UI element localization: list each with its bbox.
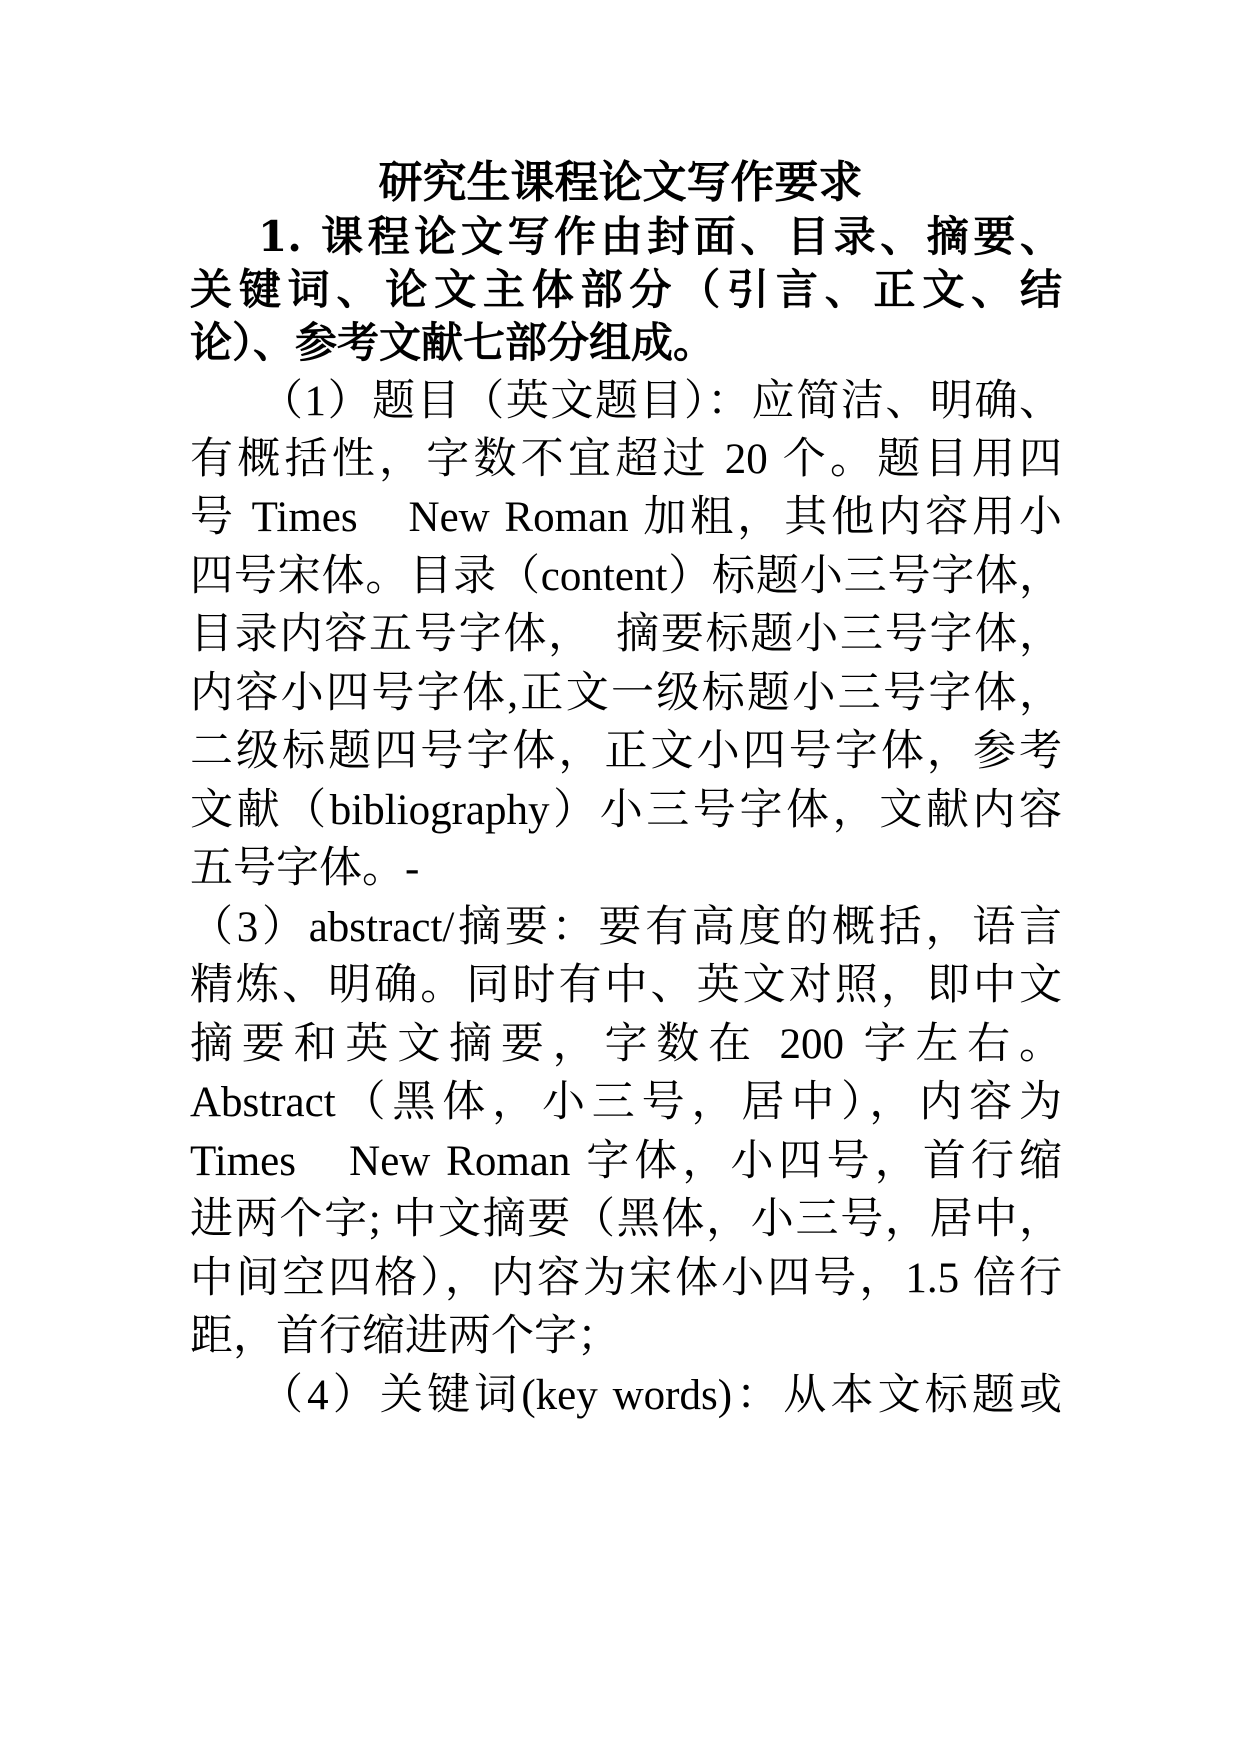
section-1-line-3: 论）、参考文献七部分组成。 [190,318,716,367]
item-1-line-2: 有概括性，字数不宜超过 20 个。题目用四 [190,436,1062,483]
item-3-line-5: Times New Roman 字体，小四号，首行缩 [190,1138,1062,1185]
item-3-line-7: 中间空四格），内容为宋体小四号，1.5 倍行 [190,1255,1062,1302]
item-3-line-2: 精炼、明确。同时有中、英文对照，即中文 [190,962,1062,1009]
item-3-line-8: 距，首行缩进两个字； [190,1313,620,1360]
document-title: 研究生课程论文写作要求 [378,157,863,208]
item-3-line-4: Abstract（黑体，小三号，居中），内容为 [190,1079,1062,1126]
section-1-line-2: 关键词、论文主体部分（引言、正文、结 [190,265,1062,314]
item-1-line-3: 号 Times New Roman 加粗，其他内容用小 [190,494,1062,541]
item-1-line-9: 五号字体。- [190,845,420,892]
item-1-line-1: （1）题目（英文题目）：应简洁、明确、 [260,378,1062,425]
item-4-line-1: （4）关键词(key words)：从本文标题或 [260,1372,1062,1419]
item-1-line-5: 目录内容五号字体， 摘要标题小三号字体， [190,611,1062,658]
item-1-line-8: 文献（bibliography）小三号字体，文献内容 [190,787,1062,834]
item-3-line-6: 进两个字; 中文摘要（黑体，小三号，居中， [190,1196,1062,1243]
item-3-line-3: 摘要和英文摘要，字数在 200 字左右。 [190,1021,1062,1068]
item-3-line-1: （3）abstract/摘要：要有高度的概括，语言 [190,904,1062,951]
item-1-line-6: 内容小四号字体,正文一级标题小三号字体， [190,670,1062,717]
section-1-line-1: 1. 课程论文写作由封面、目录、摘要、 [258,212,1062,261]
item-1-line-4: 四号宋体。目录（content）标题小三号字体， [190,553,1062,600]
item-1-line-7: 二级标题四号字体，正文小四号字体，参考 [190,728,1062,775]
